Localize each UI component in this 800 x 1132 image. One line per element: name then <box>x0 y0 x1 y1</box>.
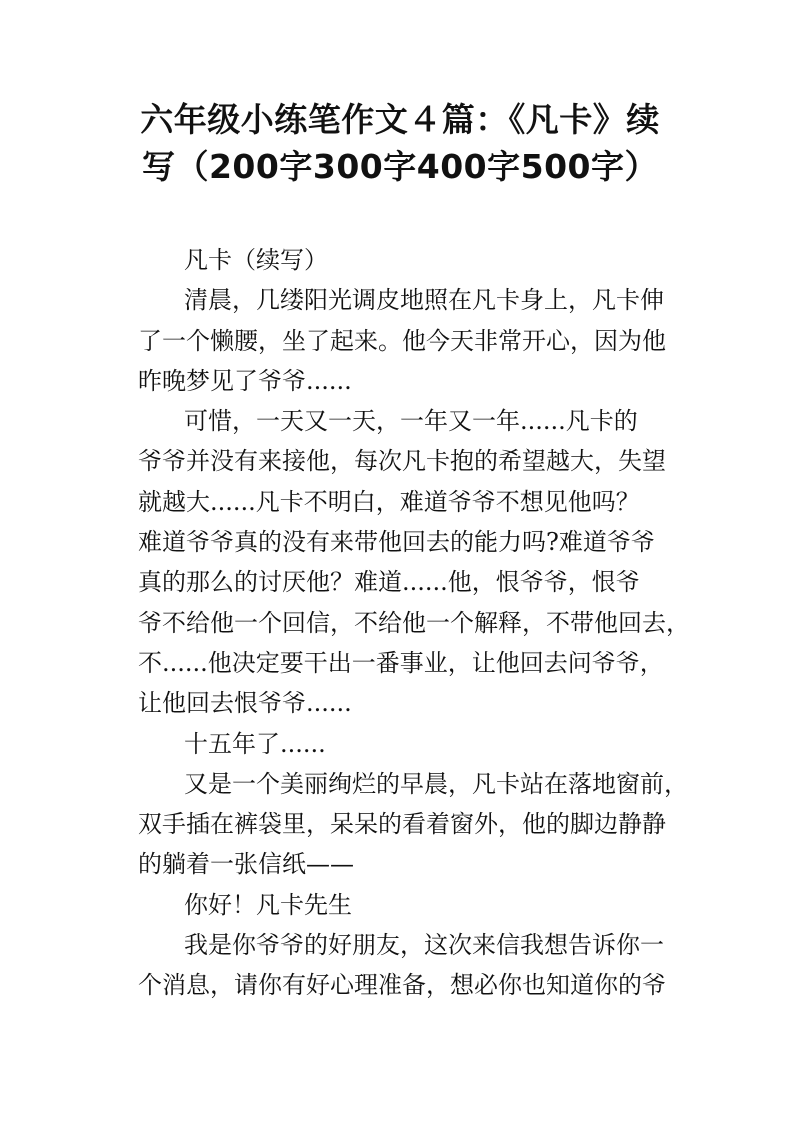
paragraph-line: 不......他决定要干出一番事业，让他回去问爷爷， <box>138 648 664 677</box>
paragraph-line: 就越大......凡卡不明白，难道爷爷不想见他吗？ <box>138 487 640 516</box>
paragraph-line: 可惜，一天又一天，一年又一年......凡卡的 <box>184 407 638 436</box>
paragraph-line: 难道爷爷真的没有来带他回去的能力吗?难道爷爷 <box>138 528 655 557</box>
paragraph-line: 让他回去恨爷爷...... <box>138 689 352 718</box>
paragraph-line: 真的那么的讨厌他？难道......他，恨爷爷，恨爷 <box>138 568 640 597</box>
title-line-1: 六年级小练笔作文４篇：《凡卡》续 <box>140 100 660 139</box>
subtitle-line: 凡卡（续写） <box>184 246 328 274</box>
title-line-2: 写（200字300字400字500字） <box>141 147 659 186</box>
paragraph-line: 的躺着一张信纸—— <box>138 850 354 879</box>
paragraph-line: 双手插在裤袋里，呆呆的看着窗外，他的脚边静静 <box>138 810 666 839</box>
paragraph-line: 爷爷并没有来接他，每次凡卡抱的希望越大，失望 <box>138 447 666 476</box>
letter-greeting-line: 你好！凡卡先生 <box>184 890 352 919</box>
paragraph-line: 昨晚梦见了爷爷...... <box>138 366 352 395</box>
paragraph-line: 我是你爷爷的好朋友，这次来信我想告诉你一 <box>184 931 664 960</box>
paragraph-line: 十五年了...... <box>184 729 326 758</box>
document-title <box>60 96 740 190</box>
paragraph-line: 个消息，请你有好心理准备，想必你也知道你的爷 <box>138 971 666 1000</box>
paragraph-line: 了一个懒腰，坐了起来。他今天非常开心，因为他 <box>138 326 666 355</box>
paragraph-line: 又是一个美丽绚烂的早晨，凡卡站在落地窗前， <box>184 769 688 798</box>
paragraph-line: 爷不给他一个回信，不给他一个解释，不带他回去， <box>138 608 690 637</box>
paragraph-line: 清晨，几缕阳光调皮地照在凡卡身上，凡卡伸 <box>184 286 664 315</box>
article-body <box>138 240 690 1006</box>
